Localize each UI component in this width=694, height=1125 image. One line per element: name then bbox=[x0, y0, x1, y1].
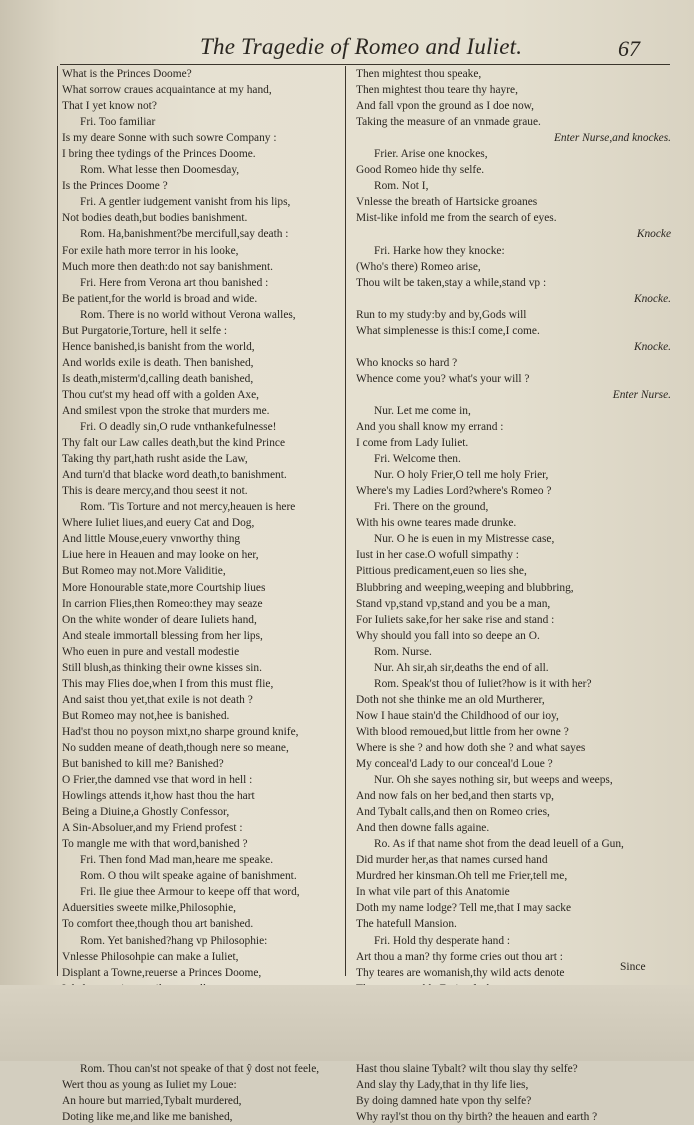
verse-line: Fri. Welcome then. bbox=[374, 453, 461, 466]
verse-line: Fri. O deadly sin,O rude vnthankefulnesse! bbox=[80, 421, 277, 434]
verse-line: Fri. A gentler iudgement vanisht from his lips, bbox=[80, 196, 291, 209]
verse-line: Fri. Too familiar bbox=[80, 116, 156, 129]
verse-line: Fri. Harke how they knocke: bbox=[374, 244, 505, 257]
page-number: 67 bbox=[618, 36, 640, 61]
verse-line: Good Romeo hide thy selfe. bbox=[356, 164, 485, 177]
verse-line: That I yet know not? bbox=[62, 100, 157, 113]
verse-line: Nur. O he is euen in my Mistresse case, bbox=[374, 533, 555, 546]
verse-line: Hast thou slaine Tybalt? wilt thou slay thy selfe? bbox=[356, 1062, 578, 1075]
verse-line: In what vile part of this Anatomie bbox=[356, 886, 510, 899]
left-text-column bbox=[62, 66, 352, 1125]
verse-line: Much more then death:do not say banishment. bbox=[62, 260, 273, 273]
verse-line: Enter Nurse. bbox=[612, 388, 671, 401]
verse-line: Ro. As if that name shot from the dead leuell of a Gun, bbox=[374, 838, 624, 851]
verse-line: Thou wilt be taken,stay a while,stand vp : bbox=[356, 276, 547, 289]
verse-line: Rom. Speak'st thou of Iuliet?how is it with her? bbox=[374, 677, 592, 690]
verse-line: Nur. O holy Frier,O tell me holy Frier, bbox=[374, 469, 549, 482]
verse-line: I come from Lady Iuliet. bbox=[356, 437, 469, 450]
verse-line: Doting like me,and like me banished, bbox=[62, 1111, 233, 1124]
verse-line: And little Mouse,euery vnworthy thing bbox=[62, 533, 241, 546]
verse-line: More Honourable state,more Courtship liues bbox=[62, 581, 266, 594]
verse-line: What sorrow craues acquaintance at my hand, bbox=[62, 84, 272, 97]
verse-line: Who euen in pure and vestall modestie bbox=[62, 645, 240, 658]
verse-line: Thou cut'st my head off with a golden Axe, bbox=[62, 388, 260, 401]
verse-line: This may Flies doe,when I from this must flie, bbox=[62, 677, 274, 690]
verse-line: Fri. Here from Verona art thou banished : bbox=[80, 276, 269, 289]
verse-line: Run to my study:by and by,Gods will bbox=[356, 308, 527, 321]
verse-line: Doth not she thinke me an old Murtherer, bbox=[356, 693, 545, 706]
verse-line: And smilest vpon the stroke that murders me. bbox=[62, 404, 270, 417]
verse-line: Why rayl'st thou on thy birth? the heauen and earth ? bbox=[356, 1111, 598, 1124]
verse-line: Knocke bbox=[636, 228, 671, 241]
verse-line: On the white wonder of deare Iuliets hand, bbox=[62, 613, 257, 626]
verse-line: And steale immortall blessing from her lips, bbox=[62, 629, 263, 642]
verse-line: Nur. Let me come in, bbox=[374, 404, 471, 417]
verse-line: Rom. What lesse then Doomesday, bbox=[80, 164, 240, 177]
verse-line: Blubbring and weeping,weeping and blubbring, bbox=[356, 581, 574, 594]
verse-line: But Purgatorie,Torture, hell it selfe : bbox=[62, 324, 228, 337]
verse-line: This is deare mercy,and thou seest it not. bbox=[62, 485, 248, 498]
verse-line: Rom. Yet banished?hang vp Philosophie: bbox=[80, 934, 268, 947]
verse-line: Fri. Then fond Mad man,heare me speake. bbox=[80, 854, 274, 867]
catchword: Since bbox=[620, 961, 646, 973]
verse-line: Where Iuliet liues,and euery Cat and Dog, bbox=[62, 517, 255, 530]
verse-line: Knocke. bbox=[633, 292, 671, 305]
page-bottom-margin bbox=[0, 985, 694, 1061]
verse-line: Rom. Ha,banishment?be mercifull,say death : bbox=[80, 228, 289, 241]
verse-line: The hatefull Mansion. bbox=[356, 918, 457, 931]
verse-line: Rom. Nurse. bbox=[374, 645, 432, 658]
verse-line: Be patient,for the world is broad and wide. bbox=[62, 292, 258, 305]
verse-line: Not bodies death,but bodies banishment. bbox=[62, 212, 248, 225]
verse-line: Wert thou as young as Iuliet my Loue: bbox=[62, 1078, 237, 1091]
verse-line: Art thou a man? thy forme cries out thou art : bbox=[356, 950, 563, 963]
verse-line: What simplenesse is this:I come,I come. bbox=[356, 324, 540, 337]
verse-line: Then mightest thou teare thy hayre, bbox=[356, 84, 518, 97]
verse-line: Nur. Oh she sayes nothing sir, but weeps and weeps, bbox=[374, 774, 613, 787]
verse-line: By doing damned hate vpon thy selfe? bbox=[356, 1095, 532, 1107]
verse-line: No sudden meane of death,though nere so meane, bbox=[62, 741, 289, 754]
verse-line: But banished to kill me? Banished? bbox=[62, 758, 224, 771]
running-title: The Tragedie of Romeo and Iuliet. bbox=[200, 34, 523, 59]
verse-line: With blood remoued,but little from her owne ? bbox=[356, 725, 569, 738]
verse-line: Why should you fall into so deepe an O. bbox=[356, 629, 540, 642]
verse-line: An houre but married,Tybalt murdered, bbox=[62, 1095, 242, 1107]
verse-line: And slay thy Lady,that in thy life lies, bbox=[356, 1078, 529, 1091]
verse-line: Where's my Ladies Lord?where's Romeo ? bbox=[356, 485, 552, 498]
verse-line: Taking thy part,hath rusht aside the Law, bbox=[62, 453, 248, 466]
running-header bbox=[60, 34, 670, 65]
verse-line: And worlds exile is death. Then banished, bbox=[62, 356, 254, 369]
verse-line: And you shall know my errand : bbox=[356, 421, 504, 434]
verse-line: Vnlesse Philosohpie can make a Iuliet, bbox=[62, 950, 239, 963]
verse-line: Rom. 'Tis Torture and not mercy,heauen is here bbox=[80, 501, 296, 514]
verse-line: Is death,misterm'd,calling death banished, bbox=[62, 372, 254, 385]
verse-line: And turn'd that blacke word death,to banishment. bbox=[62, 469, 287, 482]
verse-line: O Frier,the damned vse that word in hell : bbox=[62, 774, 253, 787]
verse-line: Liue here in Heauen and may looke on her, bbox=[62, 549, 259, 562]
verse-line: And then downe falls againe. bbox=[356, 822, 490, 835]
verse-line: Hence banished,is banisht from the world, bbox=[62, 340, 255, 353]
verse-line: Rom. Not I, bbox=[374, 180, 429, 193]
verse-line: Murdred her kinsman.Oh tell me Frier,tell me, bbox=[356, 870, 568, 883]
verse-line: Rom. O thou wilt speake againe of banishment. bbox=[80, 870, 297, 883]
verse-line: Is the Princes Doome ? bbox=[62, 180, 168, 193]
verse-line: Aduersities sweete milke,Philosophie, bbox=[62, 902, 236, 915]
verse-line: Fri. Ile giue thee Armour to keepe off that word, bbox=[80, 886, 300, 899]
verse-line: Whence come you? what's your will ? bbox=[356, 372, 530, 385]
verse-line: And Tybalt calls,and then on Romeo cries, bbox=[356, 806, 550, 819]
verse-line: Nur. Ah sir,ah sir,deaths the end of all. bbox=[374, 661, 549, 674]
verse-line: Taking the measure of an vnmade graue. bbox=[356, 116, 541, 129]
verse-line: Fri. Hold thy desperate hand : bbox=[374, 934, 511, 947]
verse-line: (Who's there) Romeo arise, bbox=[356, 260, 481, 273]
verse-line: But Romeo may not.More Validitie, bbox=[62, 565, 226, 578]
verse-line: And now fals on her bed,and then starts vp, bbox=[356, 790, 555, 803]
verse-line: My conceal'd Lady to our conceal'd Loue ? bbox=[356, 758, 553, 771]
verse-line: Stand vp,stand vp,stand and you be a man, bbox=[356, 597, 551, 610]
verse-line: Enter Nurse,and knockes. bbox=[553, 132, 671, 145]
verse-line: What is the Princes Doome? bbox=[62, 68, 192, 80]
verse-line: Then mightest thou speake, bbox=[356, 68, 482, 80]
verse-line: But Romeo may not,hee is banished. bbox=[62, 709, 230, 722]
verse-line: And saist thou yet,that exile is not death ? bbox=[62, 693, 253, 706]
verse-line: Is my deare Sonne with such sowre Company : bbox=[62, 132, 277, 145]
verse-line: Howlings attends it,how hast thou the hart bbox=[62, 790, 255, 803]
verse-line: I bring thee tydings of the Princes Doome. bbox=[62, 148, 256, 161]
verse-line: Knocke. bbox=[633, 340, 671, 353]
verse-line: Where is she ? and how doth she ? and what sayes bbox=[356, 741, 586, 754]
verse-line: With his owne teares made drunke. bbox=[356, 517, 517, 530]
verse-line: To mangle me with that word,banished ? bbox=[62, 838, 248, 851]
verse-line: Still blush,as thinking their owne kisses sin. bbox=[62, 661, 262, 674]
verse-line: To comfort thee,though thou art banished. bbox=[62, 918, 254, 931]
verse-line: Pittious predicament,euen so lies she, bbox=[356, 565, 527, 578]
verse-line: Now I haue stain'd the Childhood of our ioy, bbox=[356, 709, 559, 722]
verse-line: And fall vpon the ground as I doe now, bbox=[356, 100, 534, 113]
verse-line: Iust in her case.O wofull simpathy : bbox=[356, 549, 519, 562]
verse-line: Vnlesse the breath of Hartsicke groanes bbox=[356, 196, 538, 209]
verse-line: Mist-like infold me from the search of eyes. bbox=[356, 212, 557, 225]
verse-line: Doth my name lodge? Tell me,that I may sacke bbox=[356, 902, 572, 915]
verse-line: Fri. There on the ground, bbox=[374, 501, 489, 514]
verse-line: Who knocks so hard ? bbox=[356, 356, 458, 369]
verse-line: A Sin-Absoluer,and my Friend profest : bbox=[62, 822, 243, 835]
verse-line: Had'st thou no poyson mixt,no sharpe ground knife, bbox=[62, 725, 299, 738]
verse-line: Frier. Arise one knockes, bbox=[374, 148, 488, 161]
verse-line: Rom. There is no world without Verona walles, bbox=[80, 308, 296, 321]
left-margin-rule bbox=[57, 66, 58, 976]
verse-line: Being a Diuine,a Ghostly Confessor, bbox=[62, 806, 230, 819]
verse-line: Displant a Towne,reuerse a Princes Doome, bbox=[62, 966, 262, 979]
verse-line: Rom. Thou can'st not speake of that ŷ dost not feele, bbox=[80, 1062, 320, 1075]
verse-line: Thy teares are womanish,thy wild acts denote bbox=[356, 966, 565, 979]
verse-line: In carrion Flies,then Romeo:they may seaze bbox=[62, 597, 263, 610]
verse-line: For Iuliets sake,for her sake rise and stand : bbox=[356, 613, 555, 626]
verse-line: Did murder her,as that names cursed hand bbox=[356, 854, 548, 867]
verse-line: For exile hath more terror in his looke, bbox=[62, 244, 239, 257]
facing-page-bleed bbox=[0, 64, 50, 974]
verse-line: Thy falt our Law calles death,but the kind Prince bbox=[62, 437, 285, 450]
